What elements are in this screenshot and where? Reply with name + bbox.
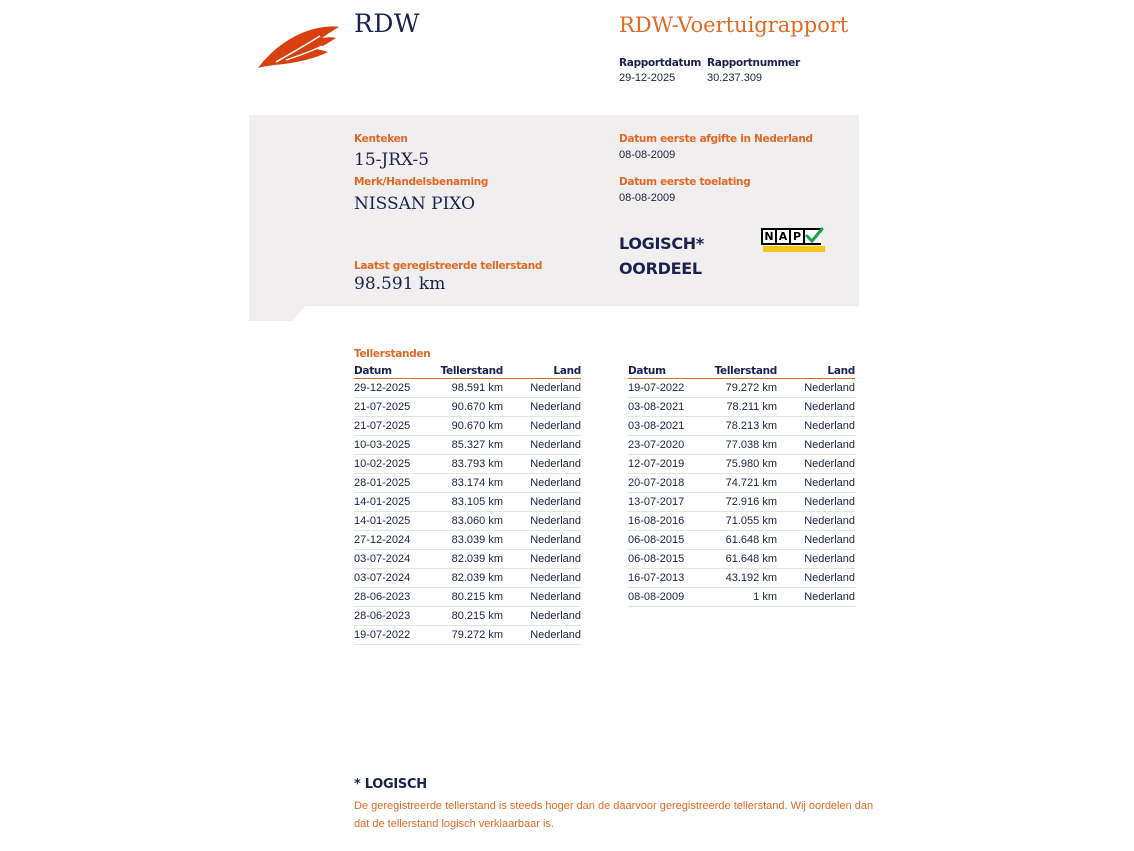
reading-value: 83.793 km xyxy=(436,455,503,474)
reading-country: Nederland xyxy=(503,436,581,455)
reading-value: 80.215 km xyxy=(436,607,503,626)
reading-country: Nederland xyxy=(503,417,581,436)
reading-country: Nederland xyxy=(503,455,581,474)
reading-country: Nederland xyxy=(503,588,581,607)
reading-country: Nederland xyxy=(777,531,855,550)
table-row xyxy=(354,474,581,493)
reading-date: 03-07-2024 xyxy=(354,550,436,569)
table-row xyxy=(354,569,581,588)
reading-country: Nederland xyxy=(777,588,855,607)
reading-country: Nederland xyxy=(503,607,581,626)
table-row xyxy=(628,417,855,436)
reading-country: Nederland xyxy=(777,550,855,569)
table-row xyxy=(628,493,855,512)
column-header-reading: Tellerstand xyxy=(710,365,777,379)
reading-date: 20-07-2018 xyxy=(628,474,710,493)
reading-value: 72.916 km xyxy=(710,493,777,512)
column-header-date: Datum xyxy=(628,365,710,379)
reading-date: 28-06-2023 xyxy=(354,607,436,626)
reading-value: 61.648 km xyxy=(710,550,777,569)
rdw-logo-icon xyxy=(256,22,340,70)
reading-date: 12-07-2019 xyxy=(628,455,710,474)
reading-value: 75.980 km xyxy=(710,455,777,474)
make-label: Merk/Handelsbenaming xyxy=(354,176,489,188)
reading-country: Nederland xyxy=(777,436,855,455)
table-row xyxy=(628,512,855,531)
reading-country: Nederland xyxy=(777,512,855,531)
reading-date: 27-12-2024 xyxy=(354,531,436,550)
verdict xyxy=(619,231,704,281)
readings-table-right xyxy=(628,365,855,607)
column-header-country: Land xyxy=(503,365,581,379)
table-row xyxy=(354,398,581,417)
reading-country: Nederland xyxy=(503,512,581,531)
reading-value: 90.670 km xyxy=(436,398,503,417)
report-date: 29-12-2025 xyxy=(619,72,676,84)
reading-value: 1 km xyxy=(710,588,777,607)
reading-date: 23-07-2020 xyxy=(628,436,710,455)
reading-date: 03-08-2021 xyxy=(628,398,710,417)
readings-section-title: Tellerstanden xyxy=(354,348,431,360)
reading-date: 06-08-2015 xyxy=(628,550,710,569)
report-title: RDW-Voertuigrapport xyxy=(619,13,849,37)
column-header-reading: Tellerstand xyxy=(436,365,503,379)
table-row xyxy=(628,474,855,493)
reading-value: 83.105 km xyxy=(436,493,503,512)
table-row xyxy=(628,531,855,550)
table-row xyxy=(354,417,581,436)
reading-country: Nederland xyxy=(503,569,581,588)
checkmark-icon xyxy=(804,227,824,245)
reading-country: Nederland xyxy=(777,455,855,474)
reading-country: Nederland xyxy=(503,379,581,398)
table-row xyxy=(628,455,855,474)
reading-country: Nederland xyxy=(503,474,581,493)
report-number: 30.237.309 xyxy=(707,72,763,84)
column-header-country: Land xyxy=(777,365,855,379)
reading-value: 90.670 km xyxy=(436,417,503,436)
reading-value: 80.215 km xyxy=(436,588,503,607)
reading-date: 28-06-2023 xyxy=(354,588,436,607)
reading-value: 82.039 km xyxy=(436,569,503,588)
reading-value: 71.055 km xyxy=(710,512,777,531)
reading-date: 10-02-2025 xyxy=(354,455,436,474)
table-row xyxy=(354,512,581,531)
table-row xyxy=(628,588,855,607)
reading-country: Nederland xyxy=(777,379,855,398)
make-value: NISSAN PIXO xyxy=(354,194,476,214)
reading-country: Nederland xyxy=(503,398,581,417)
table-row xyxy=(628,550,855,569)
first-issue-nl-label: Datum eerste afgifte in Nederland xyxy=(619,133,813,145)
report-number-label: Rapportnummer xyxy=(707,57,800,69)
reading-value: 77.038 km xyxy=(710,436,777,455)
footnote-text: De geregistreerde tellerstand is steeds hoger dan de daarvoor geregistreerde tellerstand. Wij oordelen dan dat de tellerstand logisch verklaarbaar is. xyxy=(354,800,874,830)
brand-name: RDW xyxy=(354,9,421,38)
reading-date: 03-08-2021 xyxy=(628,417,710,436)
first-admission-value: 08-08-2009 xyxy=(619,192,676,204)
readings-rows-left xyxy=(354,379,581,645)
reading-date: 06-08-2015 xyxy=(628,531,710,550)
nap-badge xyxy=(761,228,825,253)
plate-label: Kenteken xyxy=(354,133,408,145)
nap-letter: A xyxy=(778,230,788,243)
reading-value: 82.039 km xyxy=(436,550,503,569)
table-row xyxy=(354,379,581,398)
reading-value: 98.591 km xyxy=(436,379,503,398)
reading-country: Nederland xyxy=(503,493,581,512)
reading-date: 29-12-2025 xyxy=(354,379,436,398)
reading-date: 14-01-2025 xyxy=(354,512,436,531)
table-row xyxy=(354,588,581,607)
nap-letter: N xyxy=(764,230,774,243)
reading-country: Nederland xyxy=(777,398,855,417)
reading-date: 19-07-2022 xyxy=(354,626,436,645)
verdict-line-1: LOGISCH* xyxy=(619,234,704,253)
readings-rows-right xyxy=(628,379,855,607)
panel-tab xyxy=(249,306,305,321)
reading-value: 78.213 km xyxy=(710,417,777,436)
reading-date: 28-01-2025 xyxy=(354,474,436,493)
reading-country: Nederland xyxy=(503,550,581,569)
table-row xyxy=(354,493,581,512)
reading-country: Nederland xyxy=(777,569,855,588)
table-row xyxy=(354,436,581,455)
reading-date: 13-07-2017 xyxy=(628,493,710,512)
reading-date: 21-07-2025 xyxy=(354,398,436,417)
table-row xyxy=(354,550,581,569)
plate-value: 15-JRX-5 xyxy=(354,150,430,170)
report-date-label: Rapportdatum xyxy=(619,57,702,69)
reading-date: 03-07-2024 xyxy=(354,569,436,588)
reading-value: 83.060 km xyxy=(436,512,503,531)
table-row xyxy=(628,569,855,588)
reading-country: Nederland xyxy=(503,531,581,550)
last-reading-value: 98.591 km xyxy=(354,274,446,294)
table-row xyxy=(354,626,581,645)
reading-date: 19-07-2022 xyxy=(628,379,710,398)
reading-value: 79.272 km xyxy=(436,626,503,645)
reading-country: Nederland xyxy=(777,493,855,512)
reading-value: 74.721 km xyxy=(710,474,777,493)
first-issue-nl-value: 08-08-2009 xyxy=(619,149,676,161)
reading-date: 16-08-2016 xyxy=(628,512,710,531)
reading-country: Nederland xyxy=(777,417,855,436)
reading-date: 08-08-2009 xyxy=(628,588,710,607)
reading-value: 61.648 km xyxy=(710,531,777,550)
verdict-line-2: OORDEEL xyxy=(619,259,702,278)
table-row xyxy=(354,607,581,626)
reading-country: Nederland xyxy=(503,626,581,645)
reading-value: 83.174 km xyxy=(436,474,503,493)
first-admission-label: Datum eerste toelating xyxy=(619,176,751,188)
nap-letter: P xyxy=(792,230,802,243)
reading-country: Nederland xyxy=(777,474,855,493)
column-header-date: Datum xyxy=(354,365,436,379)
reading-date: 16-07-2013 xyxy=(628,569,710,588)
reading-date: 21-07-2025 xyxy=(354,417,436,436)
reading-date: 14-01-2025 xyxy=(354,493,436,512)
reading-value: 43.192 km xyxy=(710,569,777,588)
table-row xyxy=(354,455,581,474)
reading-value: 78.211 km xyxy=(710,398,777,417)
table-row xyxy=(628,379,855,398)
table-row xyxy=(628,436,855,455)
footnote-title: * LOGISCH xyxy=(354,777,427,792)
reading-value: 79.272 km xyxy=(710,379,777,398)
nap-badge-stripe xyxy=(763,246,825,252)
last-reading-label: Laatst geregistreerde tellerstand xyxy=(354,260,543,272)
table-row xyxy=(354,531,581,550)
reading-value: 85.327 km xyxy=(436,436,503,455)
table-row xyxy=(628,398,855,417)
reading-value: 83.039 km xyxy=(436,531,503,550)
readings-table-left xyxy=(354,365,581,645)
reading-date: 10-03-2025 xyxy=(354,436,436,455)
